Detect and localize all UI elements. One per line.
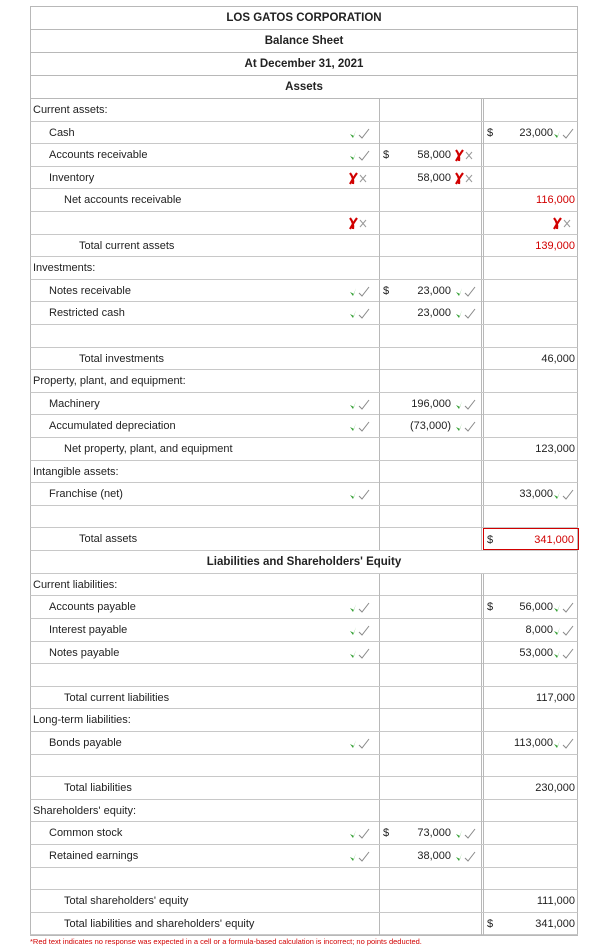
row-label[interactable]: Shareholders' equity:	[33, 804, 136, 817]
correct-check-icon	[348, 418, 372, 434]
correct-check-icon	[348, 622, 372, 638]
row-label[interactable]: Property, plant, and equipment:	[33, 375, 186, 388]
row-label[interactable]: Total liabilities	[64, 782, 132, 795]
amount-value: 73,000	[417, 827, 451, 840]
amount-cell-column2[interactable]	[483, 596, 579, 618]
amount-cell-column1[interactable]	[379, 483, 482, 505]
balance-sheet-rows	[30, 99, 578, 935]
correct-check-icon	[348, 396, 372, 412]
label-grade-mark	[348, 283, 372, 299]
amount-value: 33,000	[519, 488, 553, 501]
assets-heading: Assets	[30, 76, 578, 99]
table-row	[30, 619, 578, 642]
amount-value: 46,000	[541, 352, 575, 365]
row-label[interactable]: Long-term liabilities:	[33, 714, 131, 727]
amount-cell-column1[interactable]	[379, 664, 482, 686]
currency-sign: $	[383, 149, 390, 162]
amount-cell-column1[interactable]	[379, 370, 482, 392]
row-label[interactable]: Retained earnings	[49, 850, 139, 862]
table-row	[30, 732, 578, 755]
row-label[interactable]: Franchise (net)	[49, 488, 123, 501]
amount-cell-column1[interactable]	[379, 845, 482, 867]
amount-cell-column2[interactable]	[483, 167, 579, 189]
amount-cell-column2[interactable]	[483, 483, 579, 505]
table-row	[30, 302, 578, 325]
incorrect-x-icon	[552, 215, 576, 231]
amount-value: 23,000	[417, 307, 451, 320]
amount-value: 53,000	[519, 646, 553, 659]
correct-check-icon	[552, 599, 576, 615]
amount-cell-column1[interactable]	[379, 348, 482, 370]
amount-cell-column2[interactable]	[483, 325, 579, 347]
label-grade-mark	[348, 735, 372, 751]
correct-check-icon	[552, 125, 576, 141]
amount-cell-column1[interactable]	[379, 868, 482, 890]
amount-cell-column2[interactable]	[483, 302, 579, 324]
amount-cell-column2[interactable]	[483, 257, 579, 279]
amount-cell-column1[interactable]	[379, 393, 482, 415]
table-row	[30, 868, 578, 891]
table-row	[30, 235, 578, 258]
table-row	[30, 845, 578, 868]
currency-sign: $	[383, 827, 390, 840]
row-label[interactable]: Restricted cash	[49, 307, 125, 320]
correct-check-icon	[552, 622, 576, 638]
amount-cell-column1[interactable]	[379, 122, 482, 144]
table-row	[30, 167, 578, 190]
amount-value: 196,000	[411, 397, 451, 410]
correct-check-icon	[348, 825, 372, 841]
correct-check-icon	[348, 599, 372, 615]
table-row	[30, 461, 578, 484]
table-bottom-border	[30, 935, 578, 936]
correct-check-icon	[454, 283, 478, 299]
currency-sign: $	[487, 534, 494, 547]
label-grade-mark	[348, 599, 372, 615]
amount-cell-column1[interactable]	[379, 890, 482, 912]
table-row	[30, 777, 578, 800]
amount-value: 58,000	[417, 171, 451, 184]
value-grade-mark	[552, 599, 576, 615]
value-grade-mark	[552, 622, 576, 638]
row-label[interactable]: Total shareholders' equity	[64, 895, 189, 908]
value-grade-mark	[552, 125, 576, 141]
label-grade-mark	[348, 305, 372, 321]
currency-sign: $	[487, 601, 494, 614]
amount-cell-column2[interactable]	[483, 619, 579, 641]
value-grade-mark	[454, 283, 478, 299]
currency-sign: $	[487, 917, 494, 930]
amount-value: 113,000	[514, 737, 553, 750]
amount-cell-column2[interactable]	[483, 144, 579, 166]
amount-value: 56,000	[519, 601, 553, 614]
amount-cell-column2[interactable]	[483, 370, 579, 392]
value-grade-mark	[552, 645, 576, 661]
table-row	[30, 687, 578, 710]
amount-cell-column2[interactable]	[483, 528, 579, 550]
amount-value: 117,000	[536, 691, 575, 704]
amount-cell-column1[interactable]	[379, 619, 482, 641]
amount-cell-column1[interactable]	[379, 822, 482, 844]
label-grade-mark	[348, 848, 372, 864]
value-grade-mark	[552, 215, 576, 231]
amount-cell-column1[interactable]	[379, 800, 482, 822]
amount-cell-column1[interactable]	[379, 596, 482, 618]
table-row	[30, 348, 578, 371]
amount-cell-column1[interactable]	[379, 506, 482, 528]
amount-value: 58,000	[417, 149, 451, 162]
amount-cell-column1[interactable]	[379, 732, 482, 754]
amount-cell-column1[interactable]	[379, 167, 482, 189]
amount-cell-column2[interactable]	[483, 913, 579, 935]
label-grade-mark	[348, 147, 372, 163]
correct-check-icon	[552, 735, 576, 751]
amount-cell-column2[interactable]	[483, 574, 579, 596]
row-label[interactable]: Cash	[49, 126, 75, 139]
table-row	[30, 415, 578, 438]
table-row	[30, 325, 578, 348]
row-label[interactable]: Accounts receivable	[49, 149, 148, 162]
amount-value: 116,000	[536, 194, 575, 207]
amount-cell-column1[interactable]	[379, 755, 482, 777]
amount-cell-column1[interactable]	[379, 144, 482, 166]
row-label[interactable]: Interest payable	[49, 624, 128, 637]
label-grade-mark	[348, 645, 372, 661]
amount-cell-column1[interactable]	[379, 709, 482, 731]
value-grade-mark	[454, 305, 478, 321]
amount-value: 111,000	[536, 895, 575, 908]
amount-value: 23,000	[519, 126, 553, 139]
amount-cell-column1[interactable]	[379, 528, 482, 550]
table-row	[30, 189, 578, 212]
table-row	[30, 483, 578, 506]
row-label[interactable]: Total current assets	[79, 239, 175, 252]
amount-cell-column1[interactable]	[379, 574, 482, 596]
table-row	[30, 212, 578, 235]
amount-cell-column2[interactable]	[483, 438, 579, 460]
amount-cell-column2[interactable]	[483, 890, 579, 912]
row-label[interactable]: Intangible assets:	[33, 465, 119, 478]
amount-cell-column1[interactable]	[379, 302, 482, 324]
correct-check-icon	[454, 825, 478, 841]
amount-cell-column2[interactable]	[483, 822, 579, 844]
row-label[interactable]: Net accounts receivable	[64, 194, 182, 207]
amount-cell-column2[interactable]	[483, 732, 579, 754]
correct-check-icon	[348, 848, 372, 864]
row-label[interactable]: Notes payable	[49, 646, 120, 659]
amount-cell-column2[interactable]	[483, 348, 579, 370]
label-grade-mark	[348, 170, 372, 186]
amount-cell-column2[interactable]	[483, 687, 579, 709]
row-label[interactable]: Total investments	[79, 352, 164, 365]
table-row	[30, 664, 578, 687]
amount-cell-column1[interactable]	[379, 212, 482, 234]
amount-cell-column2[interactable]	[483, 777, 579, 799]
footnote: *Red text indicates no response was expected in a cell or a formula-based calculation is incorrect; no points deducted.	[30, 937, 422, 946]
correct-check-icon	[348, 283, 372, 299]
currency-sign: $	[383, 284, 390, 297]
label-grade-mark	[348, 418, 372, 434]
amount-cell-column1[interactable]	[379, 325, 482, 347]
row-label[interactable]: Total current liabilities	[64, 691, 170, 704]
value-grade-mark	[552, 735, 576, 751]
amount-value: 23,000	[417, 284, 451, 297]
table-row	[30, 393, 578, 416]
correct-check-icon	[454, 848, 478, 864]
amount-value: 341,000	[534, 534, 574, 547]
correct-check-icon	[348, 486, 372, 502]
amount-cell-column1[interactable]	[379, 777, 482, 799]
amount-value: 341,000	[535, 917, 575, 930]
row-label[interactable]: Total liabilities and shareholders' equity	[64, 917, 255, 930]
table-row	[30, 144, 578, 167]
section-heading-liabilities-equity: Liabilities and Shareholders' Equity	[30, 551, 578, 574]
incorrect-x-icon	[348, 215, 372, 231]
row-label[interactable]: Current assets:	[33, 104, 108, 116]
table-row	[30, 596, 578, 619]
table-row	[30, 122, 578, 145]
amount-cell-column2[interactable]	[483, 868, 579, 890]
row-label[interactable]: Machinery	[49, 397, 100, 410]
incorrect-x-icon	[454, 170, 478, 186]
table-row	[30, 257, 578, 280]
amount-cell-column1[interactable]	[379, 461, 482, 483]
amount-cell-column2[interactable]	[483, 122, 579, 144]
amount-cell-column2[interactable]	[483, 99, 579, 121]
currency-sign: $	[487, 126, 494, 139]
amount-cell-column2[interactable]	[483, 393, 579, 415]
balance-sheet	[30, 6, 578, 935]
value-grade-mark	[454, 147, 478, 163]
correct-check-icon	[348, 735, 372, 751]
value-grade-mark	[454, 396, 478, 412]
correct-check-icon	[454, 305, 478, 321]
amount-cell-column2[interactable]	[483, 506, 579, 528]
amount-value: 230,000	[535, 782, 575, 795]
amount-cell-column2[interactable]	[483, 800, 579, 822]
correct-check-icon	[552, 645, 576, 661]
amount-cell-column1[interactable]	[379, 642, 482, 664]
row-label[interactable]: Common stock	[49, 827, 123, 840]
amount-cell-column1[interactable]	[379, 235, 482, 257]
correct-check-icon	[552, 486, 576, 502]
statement-title: Balance Sheet	[30, 30, 578, 53]
correct-check-icon	[348, 645, 372, 661]
amount-cell-column1[interactable]	[379, 280, 482, 302]
label-grade-mark	[348, 215, 372, 231]
amount-value: 139,000	[535, 239, 575, 252]
row-label[interactable]: Accounts payable	[49, 601, 136, 614]
amount-cell-column2[interactable]	[483, 415, 579, 437]
amount-cell-column1[interactable]	[379, 438, 482, 460]
table-row	[30, 913, 578, 936]
amount-cell-column1[interactable]	[379, 189, 482, 211]
correct-check-icon	[454, 418, 478, 434]
label-grade-mark	[348, 622, 372, 638]
amount-cell-column2[interactable]	[483, 461, 579, 483]
row-label[interactable]: Total assets	[79, 533, 138, 546]
row-label[interactable]: Bonds payable	[49, 737, 122, 750]
table-row	[30, 370, 578, 393]
amount-value: 8,000	[525, 624, 553, 637]
label-grade-mark	[348, 396, 372, 412]
amount-cell-column1[interactable]	[379, 913, 482, 935]
label-grade-mark	[348, 125, 372, 141]
amount-cell-column1[interactable]	[379, 99, 482, 121]
amount-cell-column2[interactable]	[483, 189, 579, 211]
table-row	[30, 506, 578, 529]
amount-cell-column2[interactable]	[483, 280, 579, 302]
row-label[interactable]: Notes receivable	[49, 284, 131, 297]
amount-value: (73,000)	[410, 420, 451, 433]
value-grade-mark	[454, 848, 478, 864]
amount-cell-column2[interactable]	[483, 709, 579, 731]
value-grade-mark	[552, 486, 576, 502]
table-row	[30, 528, 578, 551]
value-grade-mark	[454, 825, 478, 841]
value-grade-mark	[454, 170, 478, 186]
amount-cell-column2[interactable]	[483, 235, 579, 257]
table-row	[30, 642, 578, 665]
correct-check-icon	[348, 147, 372, 163]
amount-cell-column1[interactable]	[379, 415, 482, 437]
amount-value: 38,000	[417, 850, 451, 862]
table-row	[30, 574, 578, 597]
table-row	[30, 800, 578, 823]
row-label[interactable]: Accumulated depreciation	[49, 420, 176, 433]
amount-cell-column2[interactable]	[483, 664, 579, 686]
table-row	[30, 438, 578, 461]
correct-check-icon	[348, 125, 372, 141]
row-label[interactable]: Inventory	[49, 171, 95, 184]
amount-value: 123,000	[535, 442, 575, 455]
statement-date: At December 31, 2021	[30, 53, 578, 76]
table-row	[30, 709, 578, 732]
table-row	[30, 822, 578, 845]
row-label[interactable]: Investments:	[33, 262, 96, 275]
value-grade-mark	[454, 418, 478, 434]
label-grade-mark	[348, 825, 372, 841]
amount-cell-column2[interactable]	[483, 212, 579, 234]
correct-check-icon	[348, 305, 372, 321]
table-row	[30, 99, 578, 122]
amount-cell-column1[interactable]	[379, 687, 482, 709]
amount-cell-column2[interactable]	[483, 642, 579, 664]
incorrect-x-icon	[348, 170, 372, 186]
correct-check-icon	[454, 396, 478, 412]
company-name: LOS GATOS CORPORATION	[30, 6, 578, 30]
row-label[interactable]: Current liabilities:	[33, 578, 118, 591]
table-row	[30, 280, 578, 303]
amount-cell-column1[interactable]	[379, 257, 482, 279]
incorrect-x-icon	[454, 147, 478, 163]
amount-cell-column2[interactable]	[483, 755, 579, 777]
table-row	[30, 890, 578, 913]
table-row	[30, 755, 578, 778]
label-grade-mark	[348, 486, 372, 502]
row-label[interactable]: Net property, plant, and equipment	[64, 442, 233, 455]
amount-cell-column2[interactable]	[483, 845, 579, 867]
